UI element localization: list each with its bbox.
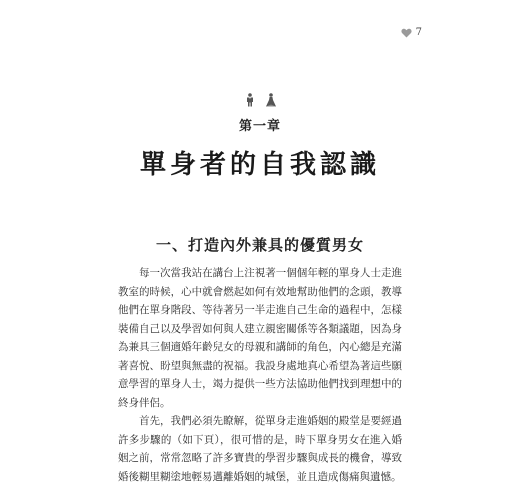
paragraph: 每一次當我站在講台上注視著一個個年輕的單身人士走進教室的時候，心中就會燃起如何有效地幫助他們的念頭，教導他們在單身階段、等待著另一半走進自己生命的過程中，怎樣裝備自己以及學習如何與人建立親密關係等各類議題，因為身為兼具三個適婚年齡兒女的母親和講師的角色，內心總是充滿著喜悅、盼望與無盡的祝福。我設身處地真心希望為著這些願意學習的單身人士，竭力提供一些方法協助他們找到理想中的終身伴侶。 — [118, 267, 402, 409]
heart-icon — [401, 28, 412, 38]
chapter-title: 單身者的自我認識 — [139, 150, 380, 180]
page-number-text: 7 — [415, 27, 422, 38]
paragraph: 首先，我們必須先瞭解，從單身走進婚姻的殿堂是要經過許多步驟的（如下頁），很可惜的是，時下單身男女在進入婚姻之前，常常忽略了許多寶貴的學習步驟與成長的機會，導致婚後糊里糊塗地輕易邁離婚姻的城堡，並且造成傷痛與遺憾。 — [118, 415, 402, 483]
page-number — [401, 27, 422, 38]
body-text — [118, 264, 402, 486]
chapter-label: 第一章 — [238, 119, 281, 134]
section-title: 一、打造內外兼具的優質男女 — [155, 236, 364, 254]
groom-icon — [244, 93, 256, 107]
bride-icon — [265, 93, 277, 107]
couple-icons — [0, 93, 520, 107]
